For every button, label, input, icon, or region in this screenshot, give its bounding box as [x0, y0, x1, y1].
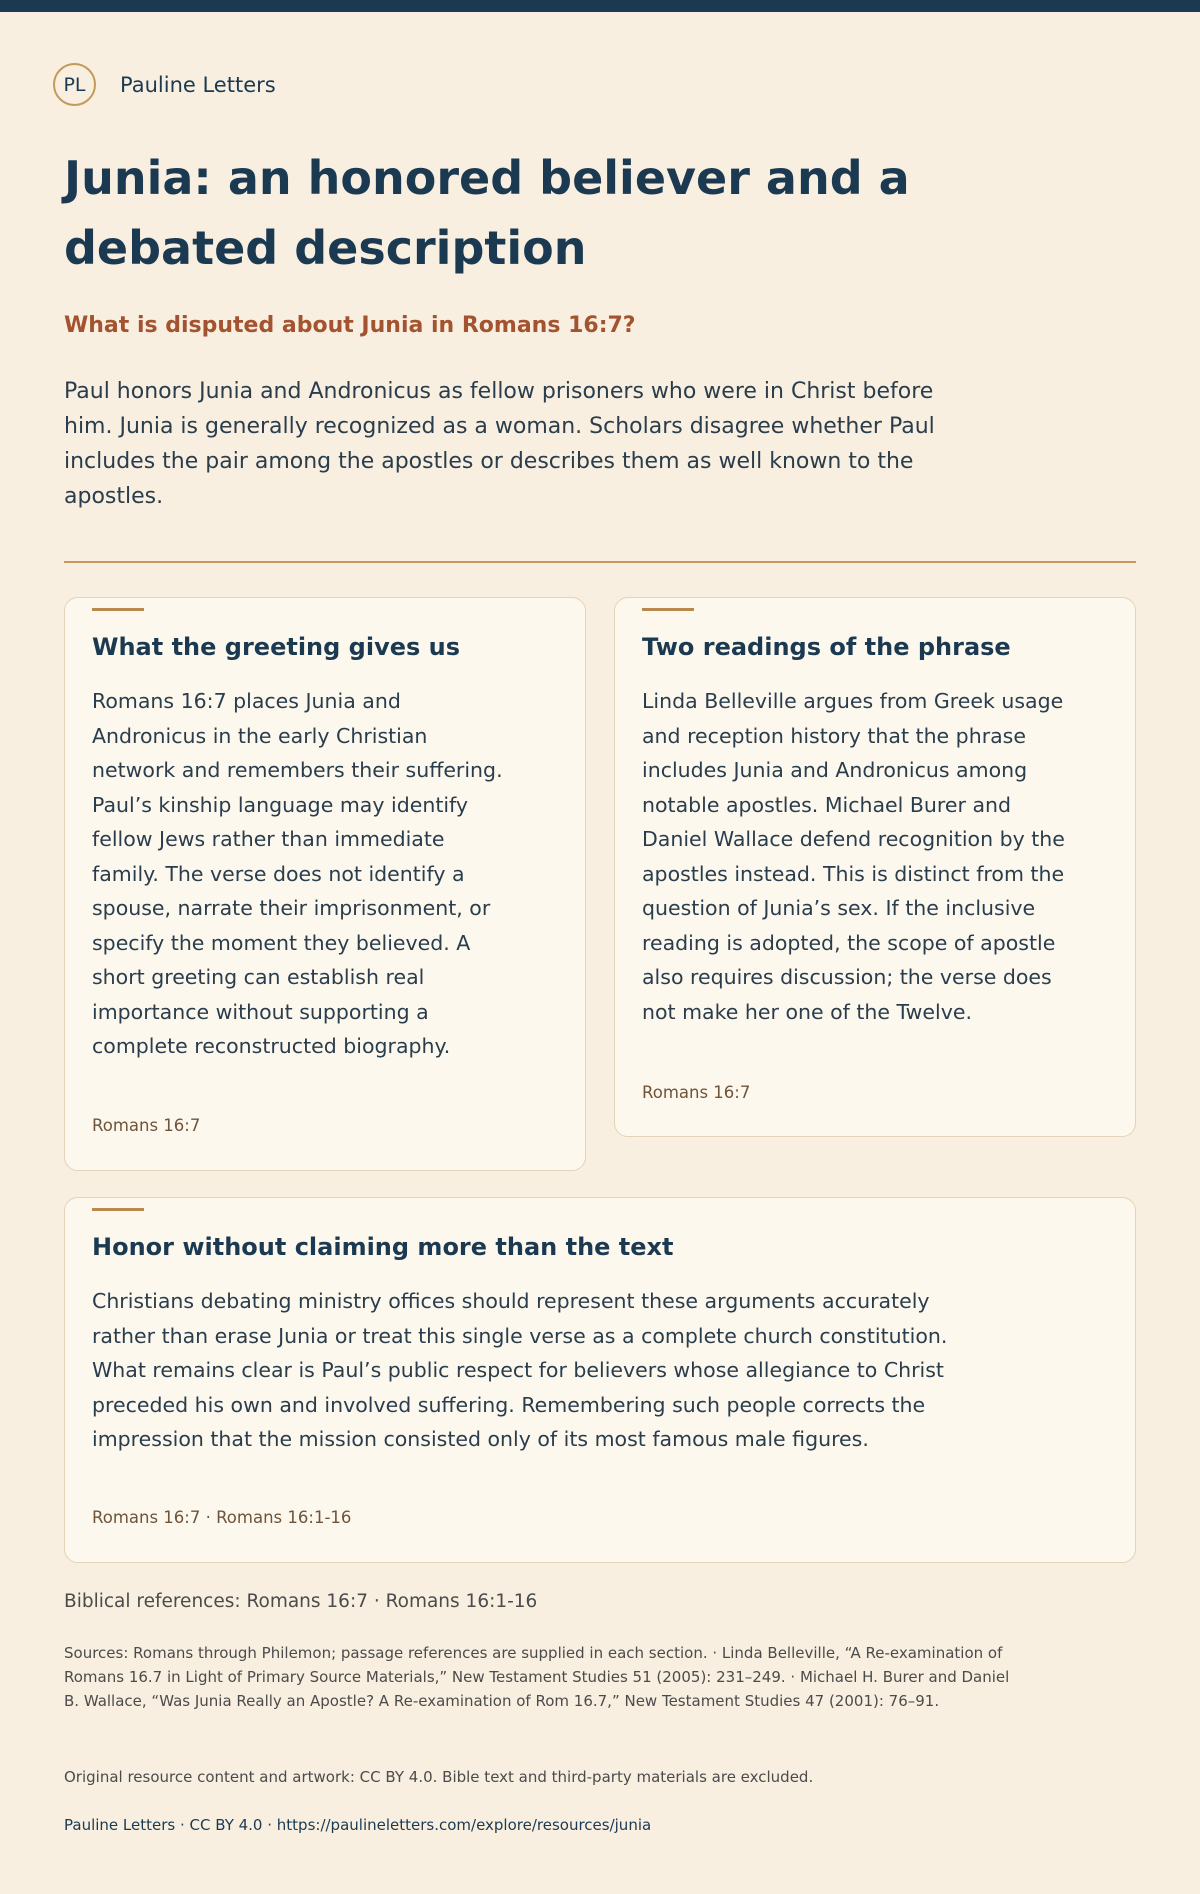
site-logo[interactable]: PL	[53, 63, 96, 106]
sources-note: Sources: Romans through Philemon; passage references are supplied in each section. · Linda Belleville, “A Re-examination of Romans 16.7 in Light of Primary Source Materials,” New Testament Studies 51 (2005): 231–249. · Michael H. Burer and Daniel B. Wallace, “Was Junia Really an Apostle? A Re-examination of Rom 16.7,” New Testament Studies 47 (2001): 76–91.	[64, 1644, 1010, 1710]
page-title: Junia: an honored believer and a debated description	[64, 151, 910, 275]
card-accent-line	[92, 1208, 144, 1211]
card-greeting	[64, 597, 586, 1171]
site-name[interactable]: Pauline Letters	[120, 72, 276, 97]
license-note: Original resource content and artwork: CC BY 4.0. Bible text and third-party materials are excluded.	[64, 1768, 814, 1786]
card-two-readings	[614, 597, 1136, 1137]
card-reference: Romans 16:7	[642, 1083, 751, 1102]
footer-link[interactable]: Pauline Letters · CC BY 4.0 · https://paulineletters.com/explore/resources/junia	[64, 1816, 652, 1834]
card-heading: What the greeting gives us	[92, 633, 461, 661]
biblical-references: Biblical references: Romans 16:7 · Romans 16:1-16	[64, 1591, 538, 1612]
lead-paragraph: Paul honors Junia and Andronicus as fellow prisoners who were in Christ before him. Junia is generally recognized as a woman. Scholars disagree whether Paul includes the pair among the apostles or describes them as well known to the apostles.	[64, 379, 935, 509]
card-accent-line	[92, 608, 144, 611]
card-honor	[64, 1197, 1136, 1563]
card-accent-line	[642, 608, 694, 611]
card-reference: Romans 16:7 · Romans 16:1-16	[92, 1508, 352, 1527]
card-body: Romans 16:7 places Junia and Andronicus in the early Christian network and remembers their suffering. Paul’s kinship language may identify fellow Jews rather than immediate family. The verse does not identify a spouse, narrate their imprisonment, or specify the moment they believed. A short greeting can establish real importance without supporting a complete reconstructed biography.	[92, 689, 503, 1058]
card-body: Linda Belleville argues from Greek usage and reception history that the phrase includes Junia and Andronicus among notable apostles. Michael Burer and Daniel Wallace defend recognition by the apostles instead. This is distinct from the question of Junia’s sex. If the inclusive reading is adopted, the scope of apostle also requires discussion; the verse does not make her one of the Twelve.	[642, 689, 1065, 1024]
section-divider	[64, 561, 1136, 563]
card-reference: Romans 16:7	[92, 1116, 201, 1135]
top-bar	[0, 0, 1200, 12]
site-brand[interactable]	[53, 63, 276, 106]
card-heading: Two readings of the phrase	[642, 633, 1011, 661]
card-body: Christians debating ministry offices should represent these arguments accurately rather than erase Junia or treat this single verse as a complete church constitution. What remains clear is Paul’s public respect for believers whose allegiance to Christ preceded his own and involved suffering. Remembering such people corrects the impression that the mission consisted only of its most famous male figures.	[92, 1289, 948, 1451]
page-question: What is disputed about Junia in Romans 16:7?	[64, 313, 636, 338]
card-heading: Honor without claiming more than the text	[92, 1233, 674, 1261]
